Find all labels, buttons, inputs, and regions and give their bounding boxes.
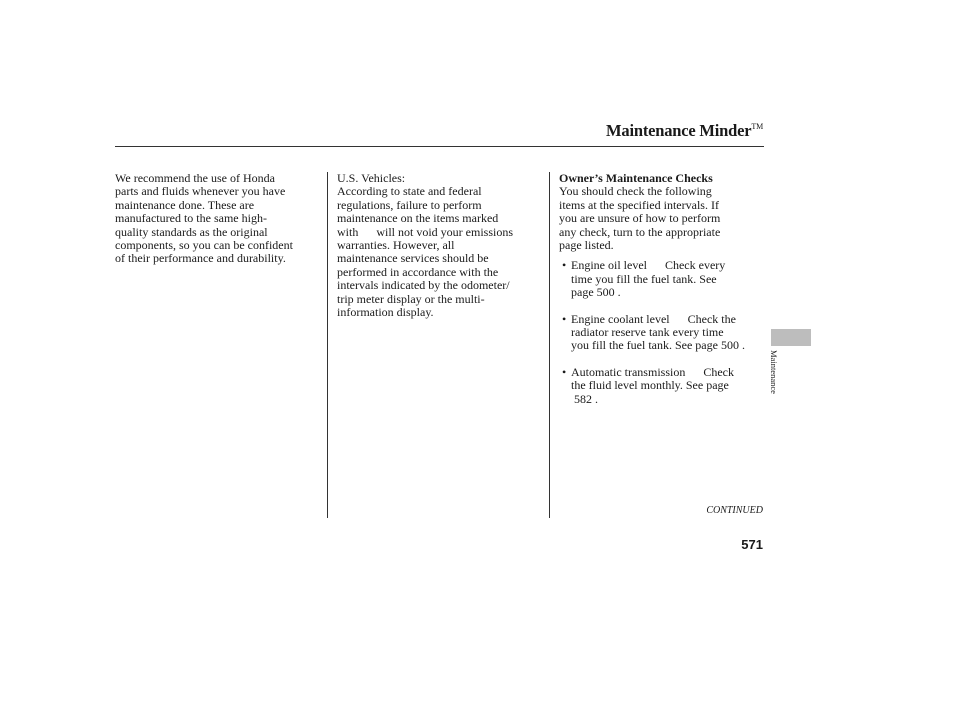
text-line: any check, turn to the appropriate [559,224,721,239]
bullet-icon: • [562,364,567,379]
text-line: You should check the following [559,184,712,199]
page-number: 571 [741,537,763,552]
column-2 [337,172,542,319]
text-line: U.S. Vehicles: [337,171,406,185]
text-line: maintenance on the items marked [337,211,499,226]
page-title [606,121,763,141]
text-line: We recommend the use of Honda [115,171,275,185]
text-line: regulations, failure to perform [337,197,482,212]
text-line: items at the specified intervals. If [559,197,719,212]
page-reference: 582 . [571,391,598,406]
text-line: the fluid level monthly. See page [571,378,729,393]
section-tab[interactable] [771,329,811,346]
page-reference: you fill the fuel tank. See page 500 . [571,338,745,353]
text-line: performed in accordance with the [337,264,499,279]
column-divider-1 [327,172,328,518]
section-heading: Owner’s Maintenance Checks [559,171,713,185]
text-line: warranties. However, all [337,238,455,253]
recommendation-paragraph [115,172,320,266]
text-line: information display. [337,305,434,320]
text-line: radiator reserve tank every time [571,325,724,340]
us-vehicles-paragraph [337,172,542,319]
page-reference: page 500 . [571,285,621,300]
text-line: maintenance services should be [337,251,489,266]
bullet-icon: • [562,258,567,273]
header-rule [115,146,764,147]
text-line: Engine coolant level Check the [571,311,736,326]
text-line: parts and fluids whenever you have [115,184,286,199]
intro-paragraph [559,185,759,252]
section-tab-label: Maintenance [769,350,779,394]
text-line: According to state and federal [337,184,482,199]
text-line: Automatic transmission Check [571,364,734,379]
text-line: of their performance and durability. [115,251,286,266]
list-item [559,259,759,299]
trademark-mark: TM [751,122,763,131]
bullet-icon: • [562,311,567,326]
title-text: Maintenance Minder [606,121,752,140]
text-line: intervals indicated by the odometer/ [337,278,510,293]
text-line: trip meter display or the multi- [337,291,485,306]
list-item [559,313,759,353]
continued-note: CONTINUED [706,505,763,516]
text-line: time you fill the fuel tank. See [571,271,717,286]
column-1 [115,172,320,266]
text-line: page listed. [559,238,614,253]
text-line: with will not void your emissions [337,224,514,239]
column-divider-2 [549,172,550,518]
text-line: components, so you can be confident [115,238,293,253]
column-3 [559,172,759,406]
text-line: Engine oil level Check every [571,258,726,273]
list-item [559,366,759,406]
text-line: maintenance done. These are [115,197,255,212]
text-line: you are unsure of how to perform [559,211,721,226]
text-line: manufactured to the same high- [115,211,267,226]
text-line: quality standards as the original [115,224,268,239]
